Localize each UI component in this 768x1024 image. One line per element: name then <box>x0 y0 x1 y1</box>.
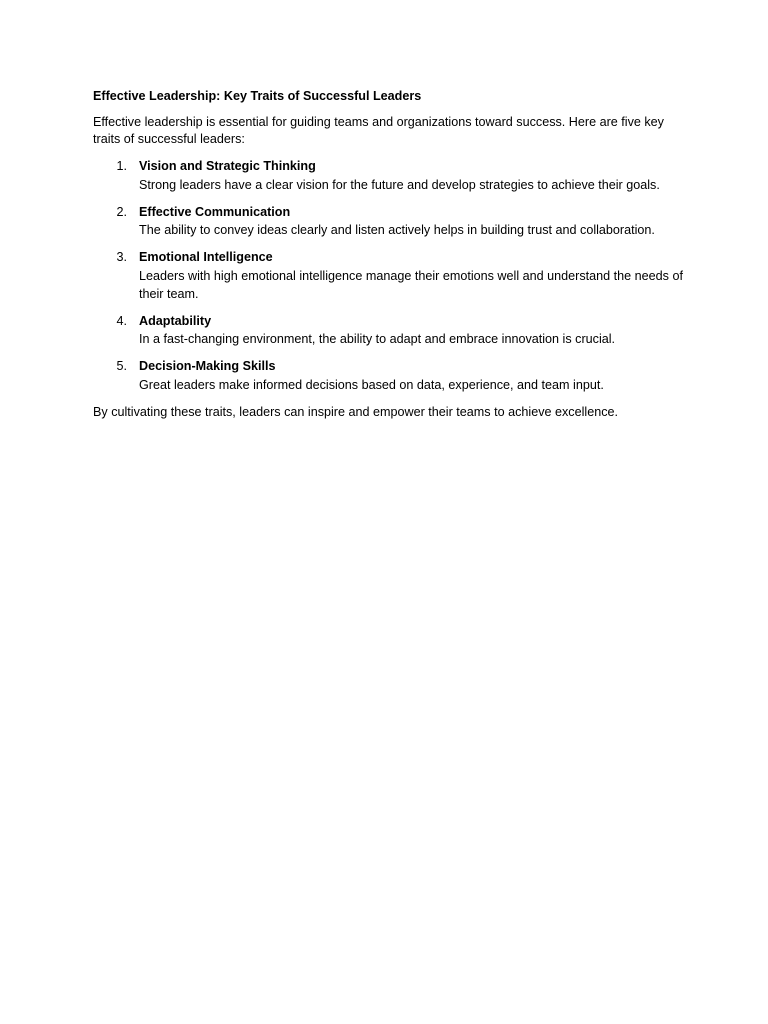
intro-paragraph: Effective leadership is essential for guiding teams and organizations toward success. Here are five key traits of successful leaders: <box>93 115 664 146</box>
trait-heading: Decision-Making Skills <box>139 359 276 373</box>
list-item <box>93 158 683 194</box>
list-item-number: 3. <box>116 250 127 264</box>
document-page <box>93 87 683 421</box>
trait-heading: Vision and Strategic Thinking <box>139 159 316 173</box>
list-item-number: 4. <box>116 313 127 328</box>
trait-description: Strong leaders have a clear vision for the future and develop strategies to achieve their goals. <box>139 177 660 192</box>
document-title: Effective Leadership: Key Traits of Successful Leaders <box>93 89 422 103</box>
trait-description: The ability to convey ideas clearly and listen actively helps in building trust and collaboration. <box>139 223 655 237</box>
list-item <box>93 313 683 349</box>
list-item <box>93 358 683 394</box>
list-item <box>93 249 683 303</box>
traits-list <box>93 158 683 394</box>
list-item-number: 2. <box>116 204 127 219</box>
trait-description: In a fast-changing environment, the ability to adapt and embrace innovation is crucial. <box>139 332 616 346</box>
list-item-number: 5. <box>116 359 127 373</box>
conclusion-paragraph: By cultivating these traits, leaders can inspire and empower their teams to achieve excellence. <box>93 404 619 419</box>
trait-heading: Adaptability <box>139 313 212 328</box>
list-item <box>93 204 683 240</box>
trait-heading: Effective Communication <box>139 204 291 219</box>
list-item-number: 1. <box>116 159 127 173</box>
trait-description: Leaders with high emotional intelligence manage their emotions well and understand the needs of their team. <box>139 268 683 301</box>
trait-description: Great leaders make informed decisions based on data, experience, and team input. <box>139 377 604 392</box>
trait-heading: Emotional Intelligence <box>139 250 273 264</box>
